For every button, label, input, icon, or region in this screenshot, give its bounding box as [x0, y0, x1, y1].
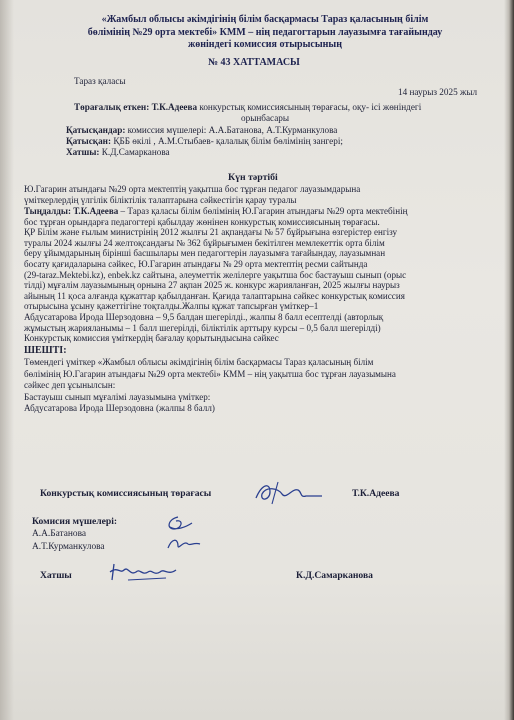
agenda-line-1: Ю.Гагарин атындағы №29 орта мектептің уақытша бос тұрған педагог лауазымдарына	[24, 184, 361, 194]
heard-line: Абдусатарова Ирода Шерзодовна – 9,5 балдан шегерілді., жалпы 8 балл есептелді (авторлық	[24, 311, 384, 322]
heard-section	[24, 206, 494, 344]
chair-label: Төрағалық еткен:	[74, 102, 150, 112]
heard-line: Конкурстық комиссия үміткердің бағалау қорытындысына сәйкес	[24, 333, 279, 344]
member-2: А.Т.Курманкулова	[32, 542, 105, 552]
decision-line: Абдусатарова Ирода Шерзодовна (жалпы 8 балл)	[24, 403, 215, 413]
secretary-label: Хатшы:	[66, 147, 100, 157]
heard-line: босату қағидаларына сәйкес, Ю.Гагарин атындағы № 29 орта мектептің ресми сайтында	[24, 258, 368, 269]
participants-label: Қатысқандар:	[66, 125, 126, 135]
secretary-handwritten-signature	[106, 560, 186, 586]
member-2-handwritten-signature	[164, 534, 204, 554]
heard-line: жұмыстың жарияланымы – 1 балл шегерілді, біліктілік арттыру курсы – 0,5 балл шегерілді)	[24, 322, 381, 333]
heard-line: отырысына ұсыну қажеттігіне тоқталды.Жалпы құжат тапсырған үміткер–1	[24, 301, 319, 312]
chair-signature-label: Конкурстық комиссиясының төрағасы	[40, 488, 212, 499]
invited-text: ҚББ өкілі , А.М.Стыбаев- қалалық білім бөлімінің зангері;	[113, 136, 343, 146]
decision-title: ШЕШТІ:	[24, 345, 67, 356]
invited-line	[66, 136, 343, 147]
date: 14 наурыз 2025 жыл	[398, 87, 478, 97]
heard-line: туралы 2024 жылғы 24 желтоқсандағы № 362 бұйрығымен бекітілген мемлекеттік орта білім	[24, 237, 385, 248]
heard-line: беру ұйымдарының бірінші басшылары мен педагогтерін лауазымға тағайындау, лауазымнан	[24, 248, 386, 259]
heard-line-1	[24, 206, 494, 217]
chair-signature-name: Т.К.Адеева	[352, 488, 400, 499]
secretary-text: К.Д.Самарканова	[101, 147, 170, 157]
city: Тараз қаласы	[74, 76, 126, 86]
heard-text-1: – Тараз қаласы білім бөлімінің Ю.Гагарин атындағы №29 орта мектебінің	[118, 206, 408, 216]
protocol-title: № 43 ХАТТАМАСЫ	[208, 57, 300, 68]
agenda-line-2: үміткерлердің үлгілік біліктілік талаптарына сәйкестігін қарау туралы	[24, 194, 297, 205]
header-line-2: бөлімінің №29 орта мектебі» КММ – нің педагогтарын лауазымға тағайындау	[87, 27, 443, 38]
members-label: Комисия мүшелері:	[32, 516, 118, 527]
decision-line: Бастауыш сынып мұғалімі лауазымына үміткер:	[24, 391, 211, 402]
chair-handwritten-signature	[248, 478, 328, 508]
decision-line: сәйкес деп ұсынылсын:	[24, 380, 116, 390]
heard-line: бос тұрған орындарға педагогтері қабылдау жөнінен конкурстық комиссиясының төрағасы.	[24, 216, 380, 227]
member-1: А.А.Батанова	[32, 529, 87, 539]
secretary-signature-label: Хатшы	[40, 570, 72, 581]
chair-name: Т.К.Адеева	[151, 102, 198, 112]
heard-line: тілді) мұғалім лауазымының орнына 27 ақпан 2025 ж. конкурс жарияланған, 2025 жылғы наурыз	[24, 280, 400, 291]
heard-line: айының 11 қоса алғанда құжаттар қабылданған. Қағида талаптарына сәйкес конкурстық комиссия	[24, 290, 405, 301]
chair-role-cont: орынбасары	[241, 113, 290, 123]
decision-line: бөлімінің Ю.Гагарин атындағы №29 орта мектебі» КММ – нің уақытша бос тұрған лауазымына	[24, 368, 396, 379]
heard-label: Тыңдалды: Т.К.Адеева	[24, 206, 119, 216]
chair-line	[74, 102, 421, 113]
participants-text: комиссия мүшелері: А.А.Батанова, А.Т.Курманкулова	[127, 125, 338, 135]
header-line-3: жөніндегі комиссия отырысының	[188, 39, 342, 50]
participants-line	[66, 125, 337, 136]
heard-line: ҚР Білім және ғылым министрінің 2012 жылғы 21 ақпандағы № 57 бұйрығына өзгерістер енгізу	[24, 227, 398, 238]
secretary-line	[66, 147, 170, 158]
decision-line: Төмендегі үміткер «Жамбыл облысы әкімдігінің білім басқармасы Тараз қаласының білім	[24, 357, 374, 367]
chair-role: конкурстық комиссиясының төрағасы, оқу- ісі жөніндегі	[199, 102, 422, 112]
decision-section	[24, 357, 494, 415]
agenda-text	[24, 184, 494, 205]
invited-label: Қатысқан:	[66, 136, 112, 146]
secretary-signature-name: К.Д.Самарканова	[296, 570, 373, 581]
agenda-title: Күн тәртібі	[228, 172, 278, 183]
header-line-1: «Жамбыл облысы әкімдігінің білім басқармасы Тараз қаласының білім	[101, 14, 429, 25]
heard-line: (29-taraz.Mektebi.kz), enbek.kz сайтына, әлеуметтік желілерге уақытша бос бастауыш сынып (орыс	[24, 269, 407, 280]
